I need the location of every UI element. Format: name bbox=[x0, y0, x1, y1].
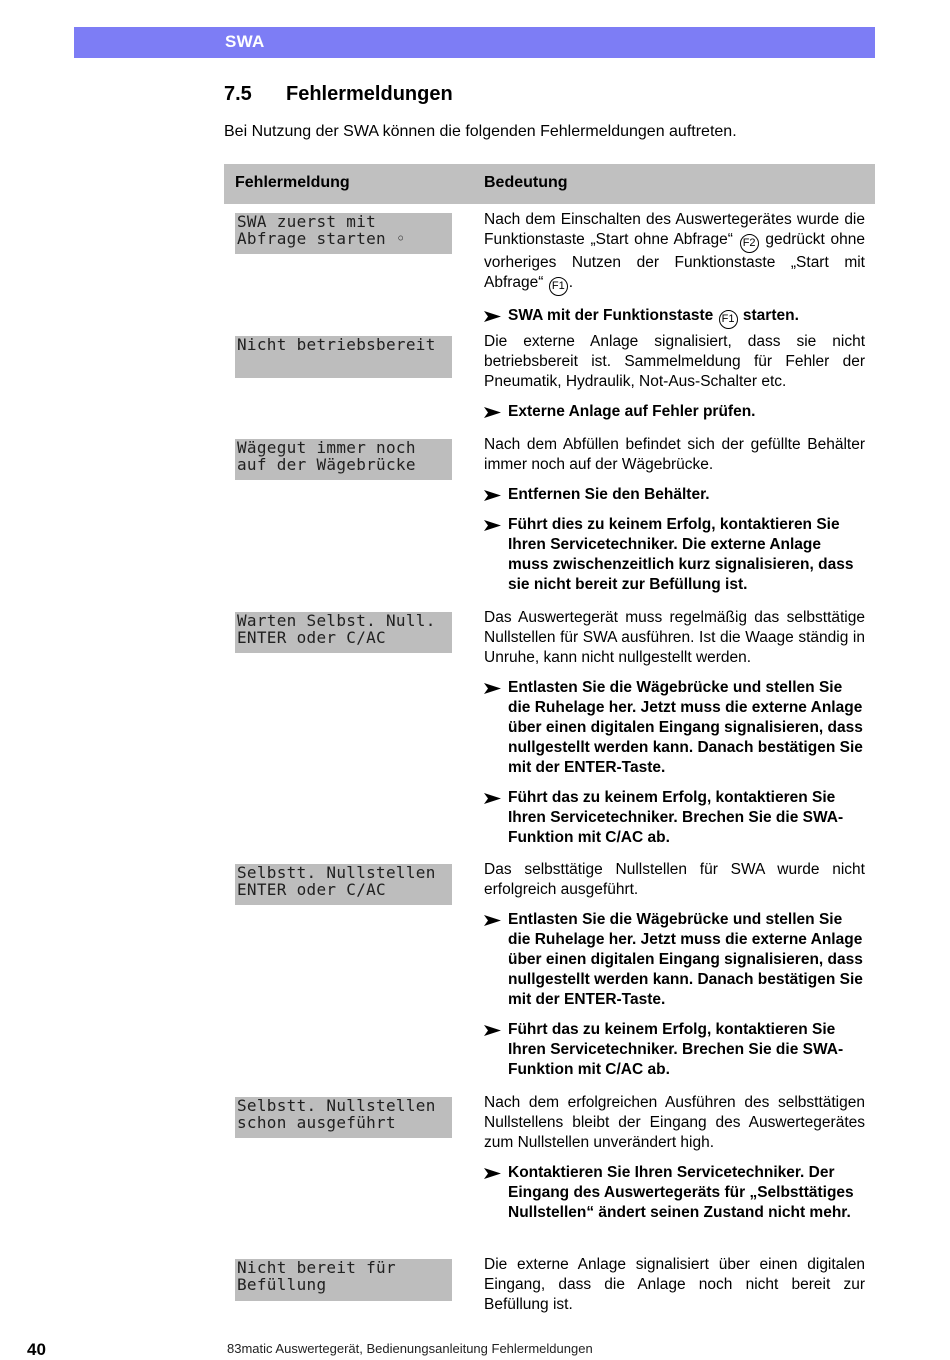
section-heading bbox=[224, 83, 453, 106]
action-text: Entlasten Sie die Wägebrücke und stellen Sie die Ruhelage her. Jetzt muss die externe Anlage über einen digitalen Eingang signalisieren, dass nullgestellt werden kann. Danach bestätigen Sie mit der ENTER-Taste. bbox=[508, 911, 863, 1008]
section-number: 7.5 bbox=[224, 83, 252, 105]
lcd-message bbox=[235, 1097, 452, 1138]
action-item bbox=[484, 306, 865, 329]
action-item bbox=[484, 678, 865, 778]
column-header-bedeutung: Bedeutung bbox=[484, 174, 568, 191]
f1-key-icon: F1 bbox=[719, 310, 738, 329]
arrow-right-icon bbox=[484, 311, 501, 322]
action-text: SWA mit der Funktionstaste bbox=[508, 307, 714, 324]
lcd-line: SWA zuerst mit bbox=[237, 212, 377, 231]
lcd-line: Nicht bereit für bbox=[237, 1258, 396, 1277]
column-header-fehlermeldung: Fehlermeldung bbox=[235, 174, 350, 191]
arrow-right-icon bbox=[484, 1025, 501, 1036]
action-text: starten. bbox=[742, 307, 799, 324]
description bbox=[484, 1255, 865, 1315]
f1-key-icon: F1 bbox=[549, 277, 568, 296]
arrow-right-icon bbox=[484, 683, 501, 694]
action-item bbox=[484, 910, 865, 1010]
lcd-line: schon ausgeführt bbox=[237, 1112, 396, 1132]
description-text: Nach dem Abfüllen befindet sich der gefüllte Behälter immer noch auf der Wägebrücke. bbox=[484, 436, 865, 473]
description-text: Das Auswertegerät muss regelmäßig das selbsttätige Nullstellen für SWA ausführen. Ist die Waage ständig in Unruhe, kann nicht nullgestellt werden. bbox=[484, 609, 865, 666]
arrow-right-icon bbox=[484, 1168, 501, 1179]
page-number: 40 bbox=[27, 1340, 46, 1359]
description bbox=[484, 435, 865, 595]
description bbox=[484, 608, 865, 848]
arrow-right-icon bbox=[484, 407, 501, 418]
arrow-right-icon bbox=[484, 520, 501, 531]
f2-key-icon: F2 bbox=[740, 234, 759, 253]
action-text: Führt das zu keinem Erfolg, kontaktieren Sie Ihren Servicetechniker. Brechen Sie die SWA-Funktion mit C/AC ab. bbox=[508, 1021, 844, 1078]
description-text: Nach dem erfolgreichen Ausführen des selbsttätigen Nullstellens bleibt der Eingang des Auswertegerätes zum Nullstellen unverändert high. bbox=[484, 1094, 865, 1151]
description-text: Das selbsttätige Nullstellen für SWA wurde nicht erfolgreich ausgeführt. bbox=[484, 861, 865, 898]
header-title: SWA bbox=[225, 32, 265, 51]
lcd-message bbox=[235, 612, 452, 653]
section-title: Fehlermeldungen bbox=[286, 83, 453, 105]
action-item bbox=[484, 515, 865, 595]
action-item bbox=[484, 485, 865, 505]
lcd-line: Selbstt. Nullstellen bbox=[237, 1096, 436, 1115]
footer-text: 83matic Auswertegerät, Bedienungsanleitung Fehlermeldungen bbox=[227, 1341, 593, 1356]
description bbox=[484, 860, 865, 1080]
action-text: Führt das zu keinem Erfolg, kontaktieren Sie Ihren Servicetechniker. Brechen Sie die SWA-Funktion mit C/AC ab. bbox=[508, 789, 844, 846]
action-text: Externe Anlage auf Fehler prüfen. bbox=[508, 403, 756, 420]
lcd-message bbox=[235, 864, 452, 905]
action-item bbox=[484, 788, 865, 848]
description-text: . bbox=[568, 274, 574, 291]
lcd-message bbox=[235, 439, 452, 480]
action-text: Entlasten Sie die Wägebrücke und stellen Sie die Ruhelage her. Jetzt muss die externe Anlage über einen digitalen Eingang signalisieren, dass nullgestellt werden kann. Danach bestätigen Sie mit der ENTER-Taste. bbox=[508, 679, 863, 776]
action-text: Entfernen Sie den Behälter. bbox=[508, 486, 710, 503]
lcd-line: Nicht betriebsbereit bbox=[237, 335, 436, 354]
action-item bbox=[484, 402, 865, 422]
lcd-line: Selbstt. Nullstellen bbox=[237, 863, 436, 882]
header-bar bbox=[74, 27, 875, 58]
lcd-line: Befüllung bbox=[237, 1274, 327, 1294]
description-text: Die externe Anlage signalisiert, dass sie nicht betriebsbereit ist. Sammelmeldung für Fehler der Pneumatik, Hydraulik, Not-Aus-Schalter etc. bbox=[484, 333, 865, 390]
description-text: gedrückt ohne vorheriges Nutzen der Funktionstaste „Start mit Abfrage“ bbox=[484, 231, 865, 291]
lcd-line: ENTER oder C/AC bbox=[237, 879, 386, 899]
lcd-message bbox=[235, 336, 452, 378]
action-item bbox=[484, 1020, 865, 1080]
lcd-line: Abfrage starten ◦ bbox=[237, 228, 406, 248]
description-text: Nach dem Einschalten des Auswertegerätes wurde die Funktionstaste „Start ohne Abfrage“ bbox=[484, 211, 865, 248]
description bbox=[484, 332, 865, 422]
lcd-line bbox=[237, 354, 450, 371]
description bbox=[484, 1093, 865, 1223]
lcd-message bbox=[235, 1259, 452, 1301]
action-text: Kontaktieren Sie Ihren Servicetechniker. Der Eingang des Auswertegeräts für „Selbsttätiges Nullstellen“ ändert seinen Zustand nicht mehr. bbox=[508, 1164, 854, 1221]
table-header bbox=[224, 164, 875, 204]
action-item bbox=[484, 1163, 865, 1223]
lcd-line: Wägegut immer noch bbox=[237, 438, 416, 457]
lcd-line: Warten Selbst. Null. bbox=[237, 611, 436, 630]
arrow-right-icon bbox=[484, 915, 501, 926]
description bbox=[484, 210, 865, 329]
lcd-message bbox=[235, 213, 452, 254]
arrow-right-icon bbox=[484, 490, 501, 501]
intro-text: Bei Nutzung der SWA können die folgenden Fehlermeldungen auftreten. bbox=[224, 123, 737, 140]
lcd-line: ENTER oder C/AC bbox=[237, 627, 386, 647]
action-text: Führt dies zu keinem Erfolg, kontaktieren Sie Ihren Servicetechniker. Die externe Anlage muss zwischenzeitlich kurz signalisieren, dass sie nicht bereit zur Befüllung ist. bbox=[508, 516, 854, 593]
arrow-right-icon bbox=[484, 793, 501, 804]
description-text: Die externe Anlage signalisiert über einen digitalen Eingang, dass die Anlage noch nicht bereit zur Befüllung ist. bbox=[484, 1256, 865, 1313]
lcd-line: auf der Wägebrücke bbox=[237, 454, 416, 474]
